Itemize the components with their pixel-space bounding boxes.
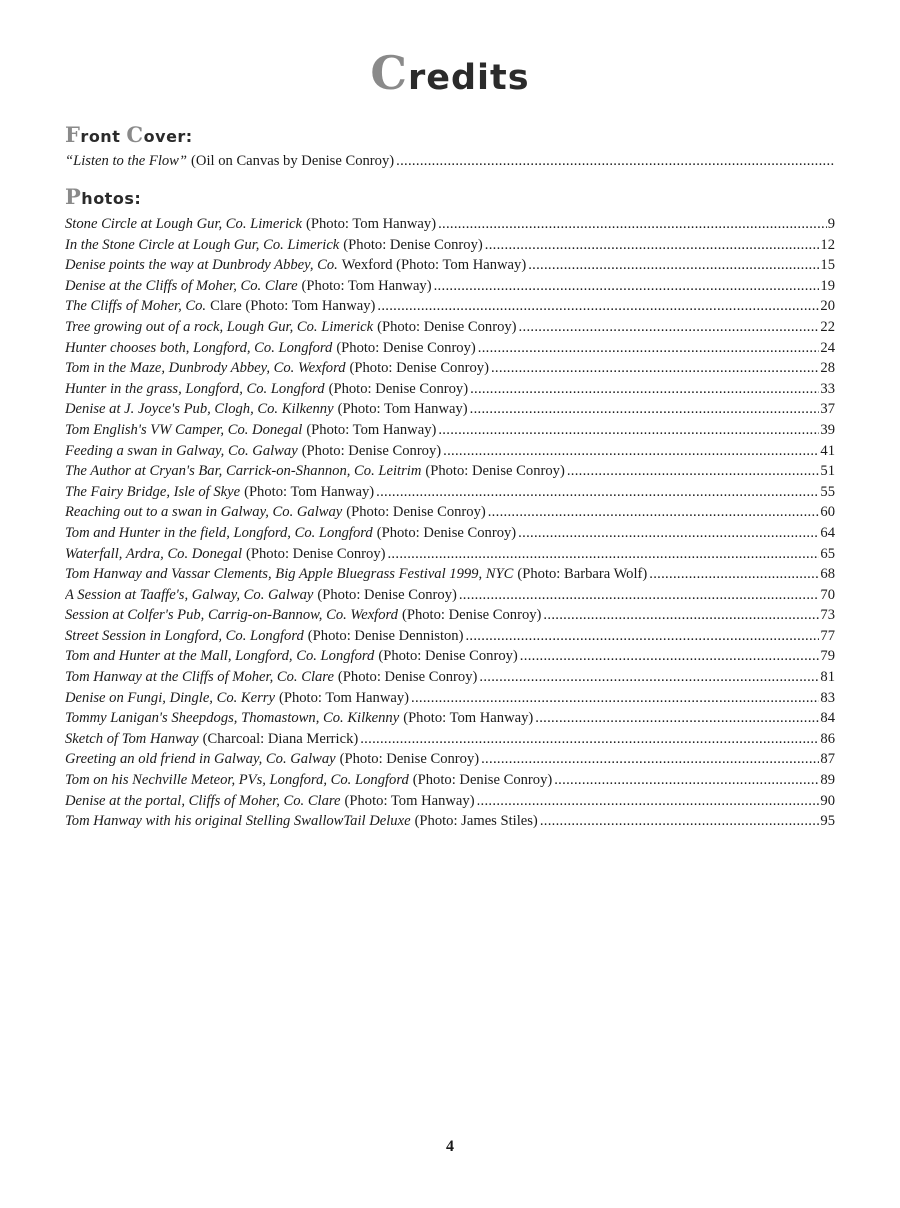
entry-page: 70: [820, 586, 835, 603]
entry-credit: (Photo: Denise Conroy): [301, 442, 442, 459]
dot-leader: [535, 708, 819, 729]
entry-page: 20: [820, 298, 835, 315]
dot-leader: [543, 605, 819, 626]
dot-leader: [470, 379, 819, 400]
entry-credit: (Photo: Denise Conroy): [317, 586, 457, 603]
front-cover-entry: [65, 151, 835, 172]
entry-page: 95: [820, 813, 835, 830]
photo-entry: [65, 358, 835, 379]
entry-credit: (Photo: Denise Conroy): [246, 545, 386, 562]
photos-heading: [65, 184, 141, 209]
entry-credit: (Photo: Tom Hanway): [344, 792, 475, 809]
entry-credit: (Photo: Denise Conroy): [337, 669, 478, 686]
photo-entry: [65, 296, 835, 317]
dot-leader: [411, 688, 819, 709]
entry-page: 79: [820, 648, 835, 665]
entry-title: Stone Circle at Lough Gur, Co. Limerick: [65, 216, 303, 232]
entry-title: Tom Hanway and Vassar Clements, Big Apple Bluegrass Festival 1999, NYC: [65, 566, 514, 583]
photo-entry: [65, 482, 835, 503]
dot-leader: [519, 317, 820, 338]
heading-text: over:: [143, 127, 193, 146]
entry-credit: Clare (Photo: Tom Hanway): [210, 298, 376, 315]
dot-leader: [465, 626, 819, 647]
dot-leader: [491, 358, 819, 379]
photo-entry: [65, 688, 835, 709]
entry-credit: (Photo: Denise Conroy): [401, 607, 542, 624]
page-title: [0, 46, 900, 100]
page-number: 4: [446, 1138, 454, 1155]
dot-leader: [520, 646, 820, 667]
dot-leader: [377, 296, 819, 317]
entry-page: 51: [820, 463, 835, 480]
photo-entry: [65, 461, 835, 482]
entry-title: Reaching out to a swan in Galway, Co. Galway: [65, 504, 343, 521]
entry-page: 15: [820, 257, 835, 274]
photo-entry: [65, 729, 835, 750]
entry-page: 81: [820, 669, 835, 686]
entry-credit: (Photo: Tom Hanway): [337, 401, 468, 418]
entry-page: 73: [820, 607, 835, 624]
entry-credit: (Photo: Tom Hanway): [278, 689, 410, 706]
front-cover-list: [65, 151, 835, 172]
dot-leader: [488, 502, 820, 523]
entry-page: 33: [820, 380, 835, 397]
entry-credit: (Photo: Tom Hanway): [306, 421, 437, 438]
entry-page: 83: [820, 689, 835, 706]
dot-leader: [443, 441, 819, 462]
entry-credit: (Photo: Tom Hanway): [244, 483, 375, 500]
entry-credit: (Photo: Denise Denniston): [307, 627, 464, 644]
dot-leader: [485, 235, 820, 256]
heading-text: ront: [80, 127, 127, 146]
dot-leader: [477, 791, 820, 812]
photo-entry: [65, 502, 835, 523]
entry-credit: (Photo: Denise Conroy): [343, 236, 483, 253]
entry-page: 55: [820, 483, 835, 500]
entry-title: Waterfall, Ardra, Co. Donegal: [65, 545, 243, 562]
dot-leader: [528, 255, 819, 276]
dot-leader: [438, 420, 819, 441]
photo-entry: [65, 770, 835, 791]
photo-entry: [65, 708, 835, 729]
photo-entry: [65, 214, 835, 235]
photo-entry: [65, 749, 835, 770]
entry-page: 22: [820, 318, 835, 335]
entry-page: 68: [820, 566, 835, 583]
photo-entry: [65, 667, 835, 688]
entry-title: Hunter in the grass, Longford, Co. Longford: [65, 380, 325, 397]
dot-leader: [387, 544, 819, 565]
dot-leader: [459, 585, 820, 606]
entry-credit: (Photo: Denise Conroy): [378, 648, 518, 665]
entry-credit: (Photo: Denise Conroy): [339, 751, 480, 768]
entry-title: Feeding a swan in Galway, Co. Galway: [65, 442, 298, 459]
entry-page: 24: [820, 339, 835, 356]
photo-entry: [65, 338, 835, 359]
entry-credit: (Photo: Denise Conroy): [349, 360, 489, 377]
entry-title: Hunter chooses both, Longford, Co. Longford: [65, 339, 333, 356]
photo-entry: [65, 605, 835, 626]
entry-title: Greeting an old friend in Galway, Co. Galway: [65, 751, 336, 768]
photo-entry: [65, 379, 835, 400]
entry-title: A Session at Taaffe's, Galway, Co. Galway: [65, 586, 314, 603]
dot-leader: [518, 523, 819, 544]
photo-entry: [65, 255, 835, 276]
photo-entry: [65, 235, 835, 256]
entry-title: The Fairy Bridge, Isle of Skye: [65, 483, 241, 500]
entry-title: The Author at Cryan's Bar, Carrick-on-Shannon, Co. Leitrim: [65, 463, 422, 480]
dot-leader: [649, 564, 819, 585]
dot-leader: [567, 461, 820, 482]
photo-entry: [65, 626, 835, 647]
entry-credit: (Charcoal: Diana Merrick): [202, 730, 359, 747]
entry-page: 19: [820, 277, 835, 294]
entry-page: 87: [820, 751, 835, 768]
title-rest: redits: [408, 58, 530, 98]
entry-page: 28: [820, 360, 835, 377]
heading-initial: C: [126, 122, 144, 147]
dot-leader: [396, 151, 834, 172]
entry-title: Denise points the way at Dunbrody Abbey, Co.: [65, 257, 338, 274]
photo-entry: [65, 317, 835, 338]
entry-page: 64: [820, 524, 835, 541]
dot-leader: [434, 276, 820, 297]
dot-leader: [438, 214, 827, 235]
entry-title: Street Session in Longford, Co. Longford: [65, 627, 304, 644]
entry-credit: (Photo: Barbara Wolf): [517, 566, 648, 583]
front-cover-heading: [65, 122, 193, 147]
entry-page: 41: [820, 442, 835, 459]
photo-entry: [65, 523, 835, 544]
entry-page: 90: [820, 792, 835, 809]
entry-credit: (Photo: Denise Conroy): [425, 463, 565, 480]
entry-credit: (Photo: Tom Hanway): [403, 710, 534, 727]
entry-title: In the Stone Circle at Lough Gur, Co. Limerick: [65, 236, 340, 253]
entry-title: Tom and Hunter in the field, Longford, Co. Longford: [65, 524, 373, 541]
entry-title: “Listen to the Flow”: [65, 153, 188, 169]
entry-credit: (Photo: James Stiles): [414, 813, 538, 830]
photo-entry: [65, 585, 835, 606]
photo-entry: [65, 646, 835, 667]
entry-credit: (Photo: Tom Hanway): [301, 277, 432, 294]
entry-page: 86: [820, 730, 835, 747]
entry-title: Session at Colfer's Pub, Carrig-on-Bannow, Co. Wexford: [65, 607, 398, 624]
entry-title: Sketch of Tom Hanway: [65, 730, 199, 747]
entry-credit: (Oil on Canvas by Denise Conroy): [191, 153, 395, 169]
entry-credit: (Photo: Denise Conroy): [328, 380, 469, 397]
photo-entry: [65, 544, 835, 565]
dot-leader: [479, 667, 819, 688]
entry-credit: Wexford (Photo: Tom Hanway): [341, 257, 527, 274]
photo-entry: [65, 420, 835, 441]
photos-list: [65, 214, 835, 832]
entry-title: The Cliffs of Moher, Co.: [65, 298, 207, 315]
entry-page: 65: [820, 545, 835, 562]
photo-entry: [65, 564, 835, 585]
heading-initial: F: [65, 122, 81, 147]
entry-page: 39: [820, 421, 835, 438]
entry-title: Tom and Hunter at the Mall, Longford, Co. Longford: [65, 648, 375, 665]
photo-entry: [65, 441, 835, 462]
entry-credit: (Photo: Denise Conroy): [376, 524, 517, 541]
entry-page: 89: [820, 772, 835, 789]
entry-title: Denise at the Cliffs of Moher, Co. Clare: [65, 277, 298, 294]
entry-credit: (Photo: Tom Hanway): [306, 216, 437, 232]
dot-leader: [554, 770, 819, 791]
entry-title: Tom in the Maze, Dunbrody Abbey, Co. Wexford: [65, 360, 346, 377]
entry-credit: (Photo: Denise Conroy): [336, 339, 476, 356]
dot-leader: [540, 811, 820, 832]
entry-page: 9: [827, 216, 835, 232]
entry-credit: (Photo: Denise Conroy): [346, 504, 486, 521]
entry-credit: (Photo: Denise Conroy): [412, 772, 553, 789]
photo-entry: [65, 399, 835, 420]
entry-title: Tom on his Nechville Meteor, PVs, Longford, Co. Longford: [65, 772, 409, 789]
entry-page: 84: [820, 710, 835, 727]
entry-title: Tommy Lanigan's Sheepdogs, Thomastown, Co. Kilkenny: [65, 710, 400, 727]
dot-leader: [470, 399, 820, 420]
entry-title: Tom Hanway at the Cliffs of Moher, Co. Clare: [65, 669, 334, 686]
heading-text: hotos:: [81, 189, 142, 208]
photo-entry: [65, 276, 835, 297]
entry-page: 12: [820, 236, 835, 253]
title-initial: C: [370, 46, 408, 100]
entry-title: Tom English's VW Camper, Co. Donegal: [65, 421, 303, 438]
dot-leader: [478, 338, 820, 359]
entry-title: Denise at the portal, Cliffs of Moher, Co. Clare: [65, 792, 341, 809]
entry-title: Denise on Fungi, Dingle, Co. Kerry: [65, 689, 275, 706]
entry-credit: (Photo: Denise Conroy): [377, 318, 517, 335]
dot-leader: [376, 482, 819, 503]
entry-page: 37: [820, 401, 835, 418]
dot-leader: [481, 749, 819, 770]
heading-initial: P: [65, 184, 82, 209]
entry-page: 77: [820, 627, 835, 644]
photo-entry: [65, 791, 835, 812]
entry-title: Tree growing out of a rock, Lough Gur, Co. Limerick: [65, 318, 374, 335]
entry-title: Denise at J. Joyce's Pub, Clogh, Co. Kilkenny: [65, 401, 334, 418]
entry-title: Tom Hanway with his original Stelling SwallowTail Deluxe: [65, 813, 411, 830]
photo-entry: [65, 811, 835, 832]
dot-leader: [360, 729, 819, 750]
entry-page: 60: [820, 504, 835, 521]
